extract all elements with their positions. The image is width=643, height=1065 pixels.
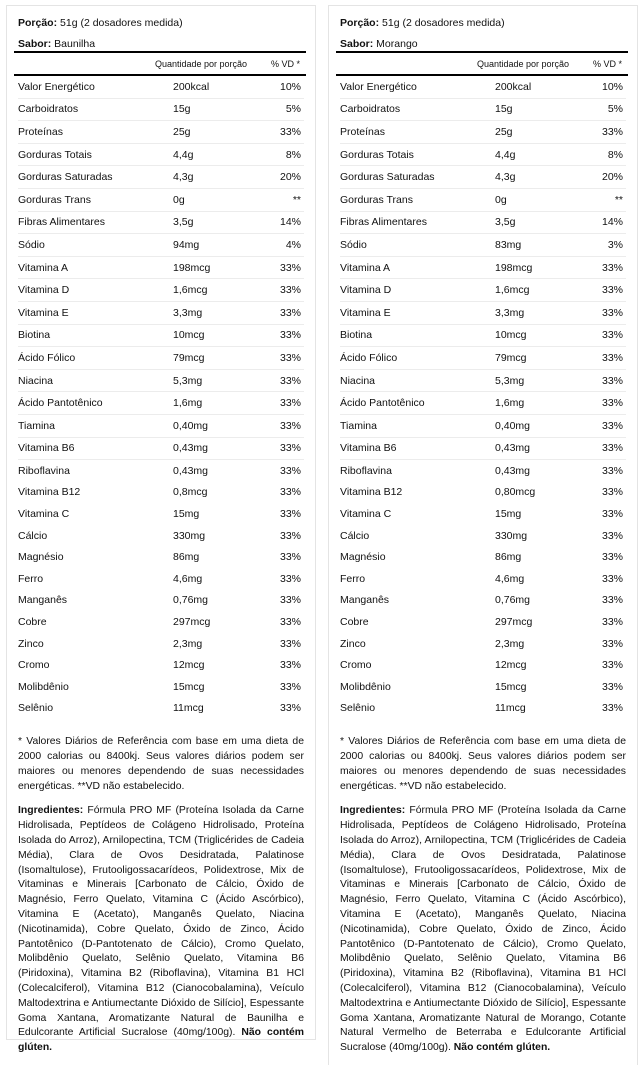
nutrient-vd: 33%: [587, 369, 626, 392]
nutrient-quantity: 0,43mg: [173, 437, 265, 460]
nutrient-name: Manganês: [18, 594, 68, 607]
table-row: [340, 98, 626, 121]
nutrient-name: Vitamina B6: [340, 437, 495, 460]
table-row: [340, 568, 626, 590]
table-row: [18, 460, 304, 482]
nutrient-quantity: 1,6mcg: [173, 279, 265, 302]
nutrient-vd: 33%: [265, 301, 304, 324]
nutrient-quantity: 0,40mg: [495, 414, 587, 437]
nutrient-vd: 33%: [279, 551, 301, 564]
table-row: [340, 590, 626, 612]
nutrient-vd: 33%: [279, 594, 301, 607]
nutrient-vd: 33%: [601, 551, 623, 564]
table-row: [18, 279, 304, 302]
nutrient-quantity: 0,43mg: [173, 464, 209, 477]
table-row: [340, 211, 626, 234]
nutrient-name: Niacina: [340, 369, 495, 392]
nutrient-name: Molibdênio: [340, 680, 391, 693]
nutrient-quantity: 15mcg: [495, 680, 527, 693]
nutrient-vd: 33%: [601, 702, 623, 715]
nutrient-quantity: 15mg: [173, 508, 200, 521]
table-row: [18, 188, 304, 211]
gluten-notice: Não contém glúten.: [18, 1027, 305, 1054]
table-row: [340, 76, 626, 98]
nutrient-quantity: 0,76mg: [495, 594, 531, 607]
nutrient-name: Gorduras Trans: [18, 188, 173, 211]
table-row: [340, 482, 626, 504]
nutrient-name: Ácido Pantotênico: [18, 392, 173, 415]
table-row: [340, 188, 626, 211]
nutrient-name: Sódio: [18, 234, 173, 257]
nutrient-quantity: 3,5g: [173, 211, 265, 234]
nutrient-quantity: 2,3mg: [173, 637, 203, 650]
nutrient-name: Gorduras Totais: [340, 143, 495, 166]
nutrient-vd: 5%: [265, 98, 304, 121]
table-row: [18, 525, 304, 547]
nutrient-name: Proteínas: [340, 121, 495, 144]
nutrient-vd: 33%: [587, 347, 626, 370]
nutrient-vd: 10%: [587, 76, 626, 98]
table-row: [340, 324, 626, 347]
nutrient-quantity: 83mg: [495, 234, 587, 257]
nutrient-quantity: 0g: [173, 188, 265, 211]
col-vd-header: % VD *: [593, 58, 623, 69]
nutrient-name: Carboidratos: [18, 98, 173, 121]
table-row: [340, 503, 626, 525]
nutrient-quantity: 330mg: [495, 529, 528, 542]
table-row: [340, 369, 626, 392]
nutrient-name: Fibras Alimentares: [340, 211, 495, 234]
nutrient-name: Valor Energético: [18, 76, 173, 98]
nutrient-vd: 33%: [587, 279, 626, 302]
nutrient-name: Riboflavina: [18, 464, 70, 477]
nutrient-vd: 14%: [265, 211, 304, 234]
nutrient-quantity: 3,3mg: [173, 301, 265, 324]
nutrient-name: Gorduras Trans: [340, 188, 495, 211]
nutrient-name: Vitamina D: [340, 279, 495, 302]
table-row: [340, 698, 626, 720]
nutrient-name: Vitamina E: [340, 301, 495, 324]
ingredients: [340, 804, 626, 1056]
nutrient-quantity: 11mcg: [495, 702, 526, 715]
table-row: [340, 301, 626, 324]
nutrient-quantity: 15g: [495, 98, 587, 121]
nutrient-quantity: 15mg: [495, 508, 522, 521]
nutrient-vd: **: [587, 188, 626, 211]
nutrient-quantity: 4,3g: [495, 166, 587, 189]
nutrient-vd: 33%: [265, 369, 304, 392]
table-row: [18, 654, 304, 676]
nutrient-name: Manganês: [340, 594, 390, 607]
nutrient-quantity: 1,6mg: [495, 392, 587, 415]
nutrition-table: [18, 76, 304, 719]
nutrient-quantity: 3,5g: [495, 211, 587, 234]
portion-label: Porção:: [340, 17, 380, 29]
nutrient-vd: 33%: [265, 392, 304, 415]
nutrient-vd: 33%: [279, 529, 301, 542]
portion-value: 51g (2 dosadores medida): [379, 17, 505, 29]
portion-line: [18, 16, 304, 29]
nutrient-name: Vitamina D: [18, 279, 173, 302]
nutrient-name: Zinco: [18, 637, 44, 650]
nutrient-name: Vitamina C: [340, 508, 392, 521]
nutrient-vd: 33%: [587, 121, 626, 144]
flavor-value: Baunilha: [51, 38, 96, 50]
nutrient-quantity: 86mg: [495, 551, 522, 564]
table-row: [18, 211, 304, 234]
nutrient-name: Tiamina: [340, 414, 495, 437]
nutrient-vd: 33%: [601, 572, 623, 585]
nutrient-quantity: 79mcg: [495, 347, 587, 370]
nutrient-quantity: 0,8mcg: [173, 486, 208, 499]
nutrient-name: Magnésio: [340, 551, 386, 564]
nutrient-quantity: 297mcg: [495, 616, 533, 629]
nutrient-name: Zinco: [340, 637, 366, 650]
nutrient-quantity: 198mcg: [495, 256, 587, 279]
nutrient-vd: 10%: [265, 76, 304, 98]
table-row: [18, 633, 304, 655]
nutrient-quantity: 0,76mg: [173, 594, 209, 607]
nutrient-name: Cobre: [340, 616, 369, 629]
nutrient-name: Vitamina E: [18, 301, 173, 324]
nutrient-vd: 33%: [587, 414, 626, 437]
nutrient-vd: 33%: [265, 347, 304, 370]
nutrient-vd: 20%: [587, 166, 626, 189]
nutrient-vd: 33%: [587, 256, 626, 279]
nutrient-vd: 33%: [601, 508, 623, 521]
nutrient-name: Niacina: [18, 369, 173, 392]
nutrient-quantity: 5,3mg: [173, 369, 265, 392]
nutrient-vd: 8%: [265, 143, 304, 166]
nutrient-quantity: 1,6mcg: [495, 279, 587, 302]
table-row: [340, 525, 626, 547]
nutrient-vd: 33%: [279, 680, 301, 693]
table-row: [18, 437, 304, 460]
nutrient-quantity: 25g: [173, 121, 265, 144]
table-row: [18, 301, 304, 324]
nutrient-vd: 33%: [601, 659, 623, 672]
nutrient-quantity: 4,4g: [495, 143, 587, 166]
nutrient-name: Cálcio: [340, 529, 370, 542]
table-row: [18, 546, 304, 568]
table-row: [18, 347, 304, 370]
table-row: [18, 414, 304, 437]
nutrient-vd: 33%: [601, 529, 623, 542]
table-row: [18, 143, 304, 166]
nutrient-vd: 33%: [601, 594, 623, 607]
nutrient-quantity: 5,3mg: [495, 369, 587, 392]
ingredients-label: Ingredientes:: [340, 805, 406, 817]
nutrient-vd: 33%: [265, 256, 304, 279]
table-header: [340, 53, 626, 74]
nutrient-quantity: 0,80mcg: [495, 486, 536, 499]
nutrient-vd: 20%: [265, 166, 304, 189]
table-row: [340, 676, 626, 698]
nutrient-vd: 33%: [279, 637, 301, 650]
nutrient-name: Riboflavina: [340, 464, 392, 477]
flavor-value: Morango: [373, 38, 418, 50]
col-vd-header: % VD *: [271, 58, 301, 69]
table-row: [340, 166, 626, 189]
nutrient-name: Carboidratos: [340, 98, 495, 121]
nutrient-quantity: 25g: [495, 121, 587, 144]
nutrient-vd: 33%: [601, 464, 623, 477]
table-row: [340, 633, 626, 655]
table-row: [18, 121, 304, 144]
table-row: [340, 256, 626, 279]
table-row: [18, 503, 304, 525]
nutrient-quantity: 200kcal: [495, 76, 587, 98]
nutrient-name: Gorduras Saturadas: [18, 166, 173, 189]
nutrient-name: Selênio: [18, 702, 54, 715]
nutrient-vd: 33%: [601, 616, 623, 629]
nutrient-name: Valor Energético: [340, 76, 495, 98]
nutrient-vd: 33%: [265, 324, 304, 347]
table-row: [340, 279, 626, 302]
nutrient-quantity: 0g: [495, 188, 587, 211]
nutrient-quantity: 1,6mg: [173, 392, 265, 415]
portion-value: 51g (2 dosadores medida): [57, 17, 183, 29]
table-row: [340, 654, 626, 676]
table-row: [18, 611, 304, 633]
table-row: [18, 98, 304, 121]
nutrient-vd: 33%: [279, 508, 301, 521]
nutrient-name: Cálcio: [18, 529, 48, 542]
table-row: [340, 414, 626, 437]
nutrition-table: [340, 76, 626, 719]
gluten-notice: Não contém glúten.: [453, 1042, 551, 1054]
nutrient-quantity: 86mg: [173, 551, 200, 564]
table-row: [340, 437, 626, 460]
table-row: [340, 546, 626, 568]
nutrient-quantity: 10mcg: [495, 324, 587, 347]
nutrient-quantity: 198mcg: [173, 256, 265, 279]
nutrient-vd: 33%: [587, 392, 626, 415]
table-row: [340, 460, 626, 482]
table-row: [18, 324, 304, 347]
nutrient-name: Vitamina B12: [340, 486, 403, 499]
table-row: [340, 611, 626, 633]
nutrient-vd: 33%: [265, 437, 304, 460]
nutrient-name: Gorduras Saturadas: [340, 166, 495, 189]
table-row: [18, 568, 304, 590]
flavor-line: [18, 37, 304, 51]
nutrient-quantity: 11mcg: [173, 702, 204, 715]
nutrient-name: Vitamina B12: [18, 486, 81, 499]
table-header: [18, 53, 304, 74]
nutrient-quantity: 2,3mg: [495, 637, 525, 650]
nutrient-quantity: 4,3g: [173, 166, 265, 189]
nutrient-vd: 14%: [587, 211, 626, 234]
nutrient-vd: **: [265, 188, 304, 211]
nutrient-vd: 33%: [587, 324, 626, 347]
nutrient-name: Vitamina A: [18, 256, 173, 279]
nutrient-quantity: 12mcg: [495, 659, 527, 672]
nutrient-vd: 33%: [601, 680, 623, 693]
nutrient-vd: 33%: [279, 464, 301, 477]
nutrient-vd: 33%: [265, 121, 304, 144]
nutrient-name: Proteínas: [18, 121, 173, 144]
table-row: [18, 76, 304, 98]
table-row: [18, 676, 304, 698]
nutrient-name: Biotina: [340, 324, 495, 347]
nutrient-quantity: 3,3mg: [495, 301, 587, 324]
nutrient-vd: 4%: [265, 234, 304, 257]
nutrient-quantity: 12mcg: [173, 659, 205, 672]
nutrient-quantity: 330mg: [173, 529, 206, 542]
table-row: [340, 121, 626, 144]
table-row: [18, 590, 304, 612]
nutrient-vd: 33%: [265, 279, 304, 302]
table-row: [18, 369, 304, 392]
nutrient-name: Gorduras Totais: [18, 143, 173, 166]
nutrient-vd: 33%: [601, 637, 623, 650]
nutrient-quantity: 94mg: [173, 234, 265, 257]
table-row: [18, 482, 304, 504]
nutrient-name: Selênio: [340, 702, 376, 715]
nutrition-panel-strawberry: [328, 5, 638, 1065]
col-quantity-header: Quantidade por porção: [155, 58, 248, 69]
flavor-label: Sabor:: [18, 38, 52, 50]
nutrient-name: Cromo: [340, 659, 372, 672]
table-row: [18, 256, 304, 279]
nutrient-name: Vitamina B6: [18, 437, 173, 460]
table-row: [18, 234, 304, 257]
footnote: * Valores Diários de Referência com base em uma dieta de 2000 calorias ou 8400kj. Seus valores diários podem ser maiores ou menores dependendo de suas necessidades energéticas. **VD não estabelecido.: [340, 736, 626, 792]
nutrient-quantity: 10mcg: [173, 324, 265, 347]
table-row: [18, 392, 304, 415]
table-row: [340, 143, 626, 166]
table-row: [340, 234, 626, 257]
ingredients-text: Fórmula PRO MF (Proteína Isolada da Carne Hidrolisada, Peptídeos de Colágeno Hidrolisado, Proteína Isolada do Arroz), Arnilopectina, TCM (Triglicérides de Cadeia Média), Clara de Ovos Desidratada, Palatinose (Isomaltulose), Frutooligossacarídeos, Polidextrose, Mix de Vitaminas e Minerais [Carbonato de Cálcio, Óxido de Magnésio, Ferro Quelato, Vitamina C (Ácido Ascórbico), Vitamina E (Acetato), Manganês Quelato, Niacina (Nicotinamida), Cobre Quelato, Óxido de Zinco, Ácido Pantotênico (D-Pantotenato de Cálcio), Cromo Quelato, Molibdênio Quelato, Selênio Quelato, Vitamina B6 (Piridoxina), Vitamina B2 (Riboflavina), Vitamina B1 HCl (Colecalciferol), Vitamina B12 (Cianocobalamina), Veículo Maltodextrina e Antiumectante Dióxido de Silício], Espessante Goma Xantana, Aromatizante Natural de Morango, Cotante Natural Vermelho de Beterraba e Edulcorante Artificial Sucralose (40mg/100g).: [340, 805, 626, 1054]
footnote: * Valores Diários de Referência com base em uma dieta de 2000 calorias ou 8400kj. Seus valores diários podem ser maiores ou menores dependendo de suas necessidades energéticas. **VD não estabelecido.: [18, 736, 304, 792]
nutrient-vd: 33%: [265, 414, 304, 437]
nutrient-quantity: 0,40mg: [173, 414, 265, 437]
ingredients-text: Fórmula PRO MF (Proteína Isolada da Carne Hidrolisada, Peptídeos de Colágeno Hidrolisado, Proteína Isolada do Arroz), Arnilopectina, TCM (Triglicérides de Cadeia Média), Clara de Ovos Desidratada, Palatinose (Isomaltulose), Frutooligossacarídeos, Polidextrose, Mix de Vitaminas e Minerais [Carbonato de Cálcio, Óxido de Magnésio, Ferro Quelato, Vitamina C (Ácido Ascórbico), Vitamina E (Acetato), Manganês Quelato, Niacina (Nicotinamida), Cobre Quelato, Óxido de Zinco, Ácido Pantotênico (D-Pantotenato de Cálcio), Cromo Quelato, Molibdênio Quelato, Selênio Quelato, Vitamina B6 (Piridoxina), Vitamina B2 (Riboflavina), Vitamina B1 HCl (Colecalciferol), Vitamina B12 (Cianocobalamina), Veículo Maltodextrina e Antiumectante Dióxido de Silício], Espessante Goma Xantana, Aromatizante Natural de Baunilha e Edulcorante Artificial Sucralose (40mg/100g).: [18, 805, 304, 1039]
nutrient-quantity: 0,43mg: [495, 464, 531, 477]
nutrient-quantity: 4,4g: [173, 143, 265, 166]
nutrient-vd: 33%: [279, 659, 301, 672]
nutrient-quantity: 15g: [173, 98, 265, 121]
nutrient-name: Biotina: [18, 324, 173, 347]
nutrient-name: Magnésio: [18, 551, 64, 564]
nutrient-name: Ácido Pantotênico: [340, 392, 495, 415]
nutrient-name: Sódio: [340, 234, 495, 257]
nutrition-panel-vanilla: [6, 5, 316, 1054]
nutrient-name: Ácido Fólico: [18, 347, 173, 370]
nutrient-vd: 33%: [587, 301, 626, 324]
nutrient-name: Fibras Alimentares: [18, 211, 173, 234]
nutrient-quantity: 15mcg: [173, 680, 205, 693]
portion-line: [340, 16, 626, 29]
table-row: [18, 166, 304, 189]
nutrient-name: Cobre: [18, 616, 47, 629]
nutrient-vd: 33%: [279, 616, 301, 629]
col-quantity-header: Quantidade por porção: [477, 58, 570, 69]
table-row: [340, 347, 626, 370]
nutrient-vd: 33%: [601, 486, 623, 499]
nutrient-name: Cromo: [18, 659, 50, 672]
nutrient-vd: 33%: [279, 572, 301, 585]
ingredients-label: Ingredientes:: [18, 805, 84, 817]
ingredients: [18, 804, 304, 1056]
flavor-line: [340, 37, 626, 51]
nutrient-vd: 33%: [279, 486, 301, 499]
nutrient-vd: 5%: [587, 98, 626, 121]
nutrient-quantity: 200kcal: [173, 76, 265, 98]
nutrient-name: Molibdênio: [18, 680, 69, 693]
nutrient-quantity: 297mcg: [173, 616, 211, 629]
nutrient-name: Ácido Fólico: [340, 347, 495, 370]
nutrient-name: Tiamina: [18, 414, 173, 437]
nutrient-vd: 33%: [587, 437, 626, 460]
nutrient-vd: 3%: [587, 234, 626, 257]
table-row: [340, 392, 626, 415]
flavor-label: Sabor:: [340, 38, 374, 50]
nutrient-quantity: 4,6mg: [495, 572, 525, 585]
nutrient-name: Ferro: [340, 572, 366, 585]
nutrient-quantity: 4,6mg: [173, 572, 203, 585]
nutrient-vd: 8%: [587, 143, 626, 166]
nutrient-name: Vitamina C: [18, 508, 70, 521]
nutrient-vd: 33%: [279, 702, 301, 715]
nutrient-name: Vitamina A: [340, 256, 495, 279]
nutrient-quantity: 0,43mg: [495, 437, 587, 460]
portion-label: Porção:: [18, 17, 58, 29]
nutrient-quantity: 79mcg: [173, 347, 265, 370]
nutrient-name: Ferro: [18, 572, 44, 585]
table-row: [18, 698, 304, 720]
